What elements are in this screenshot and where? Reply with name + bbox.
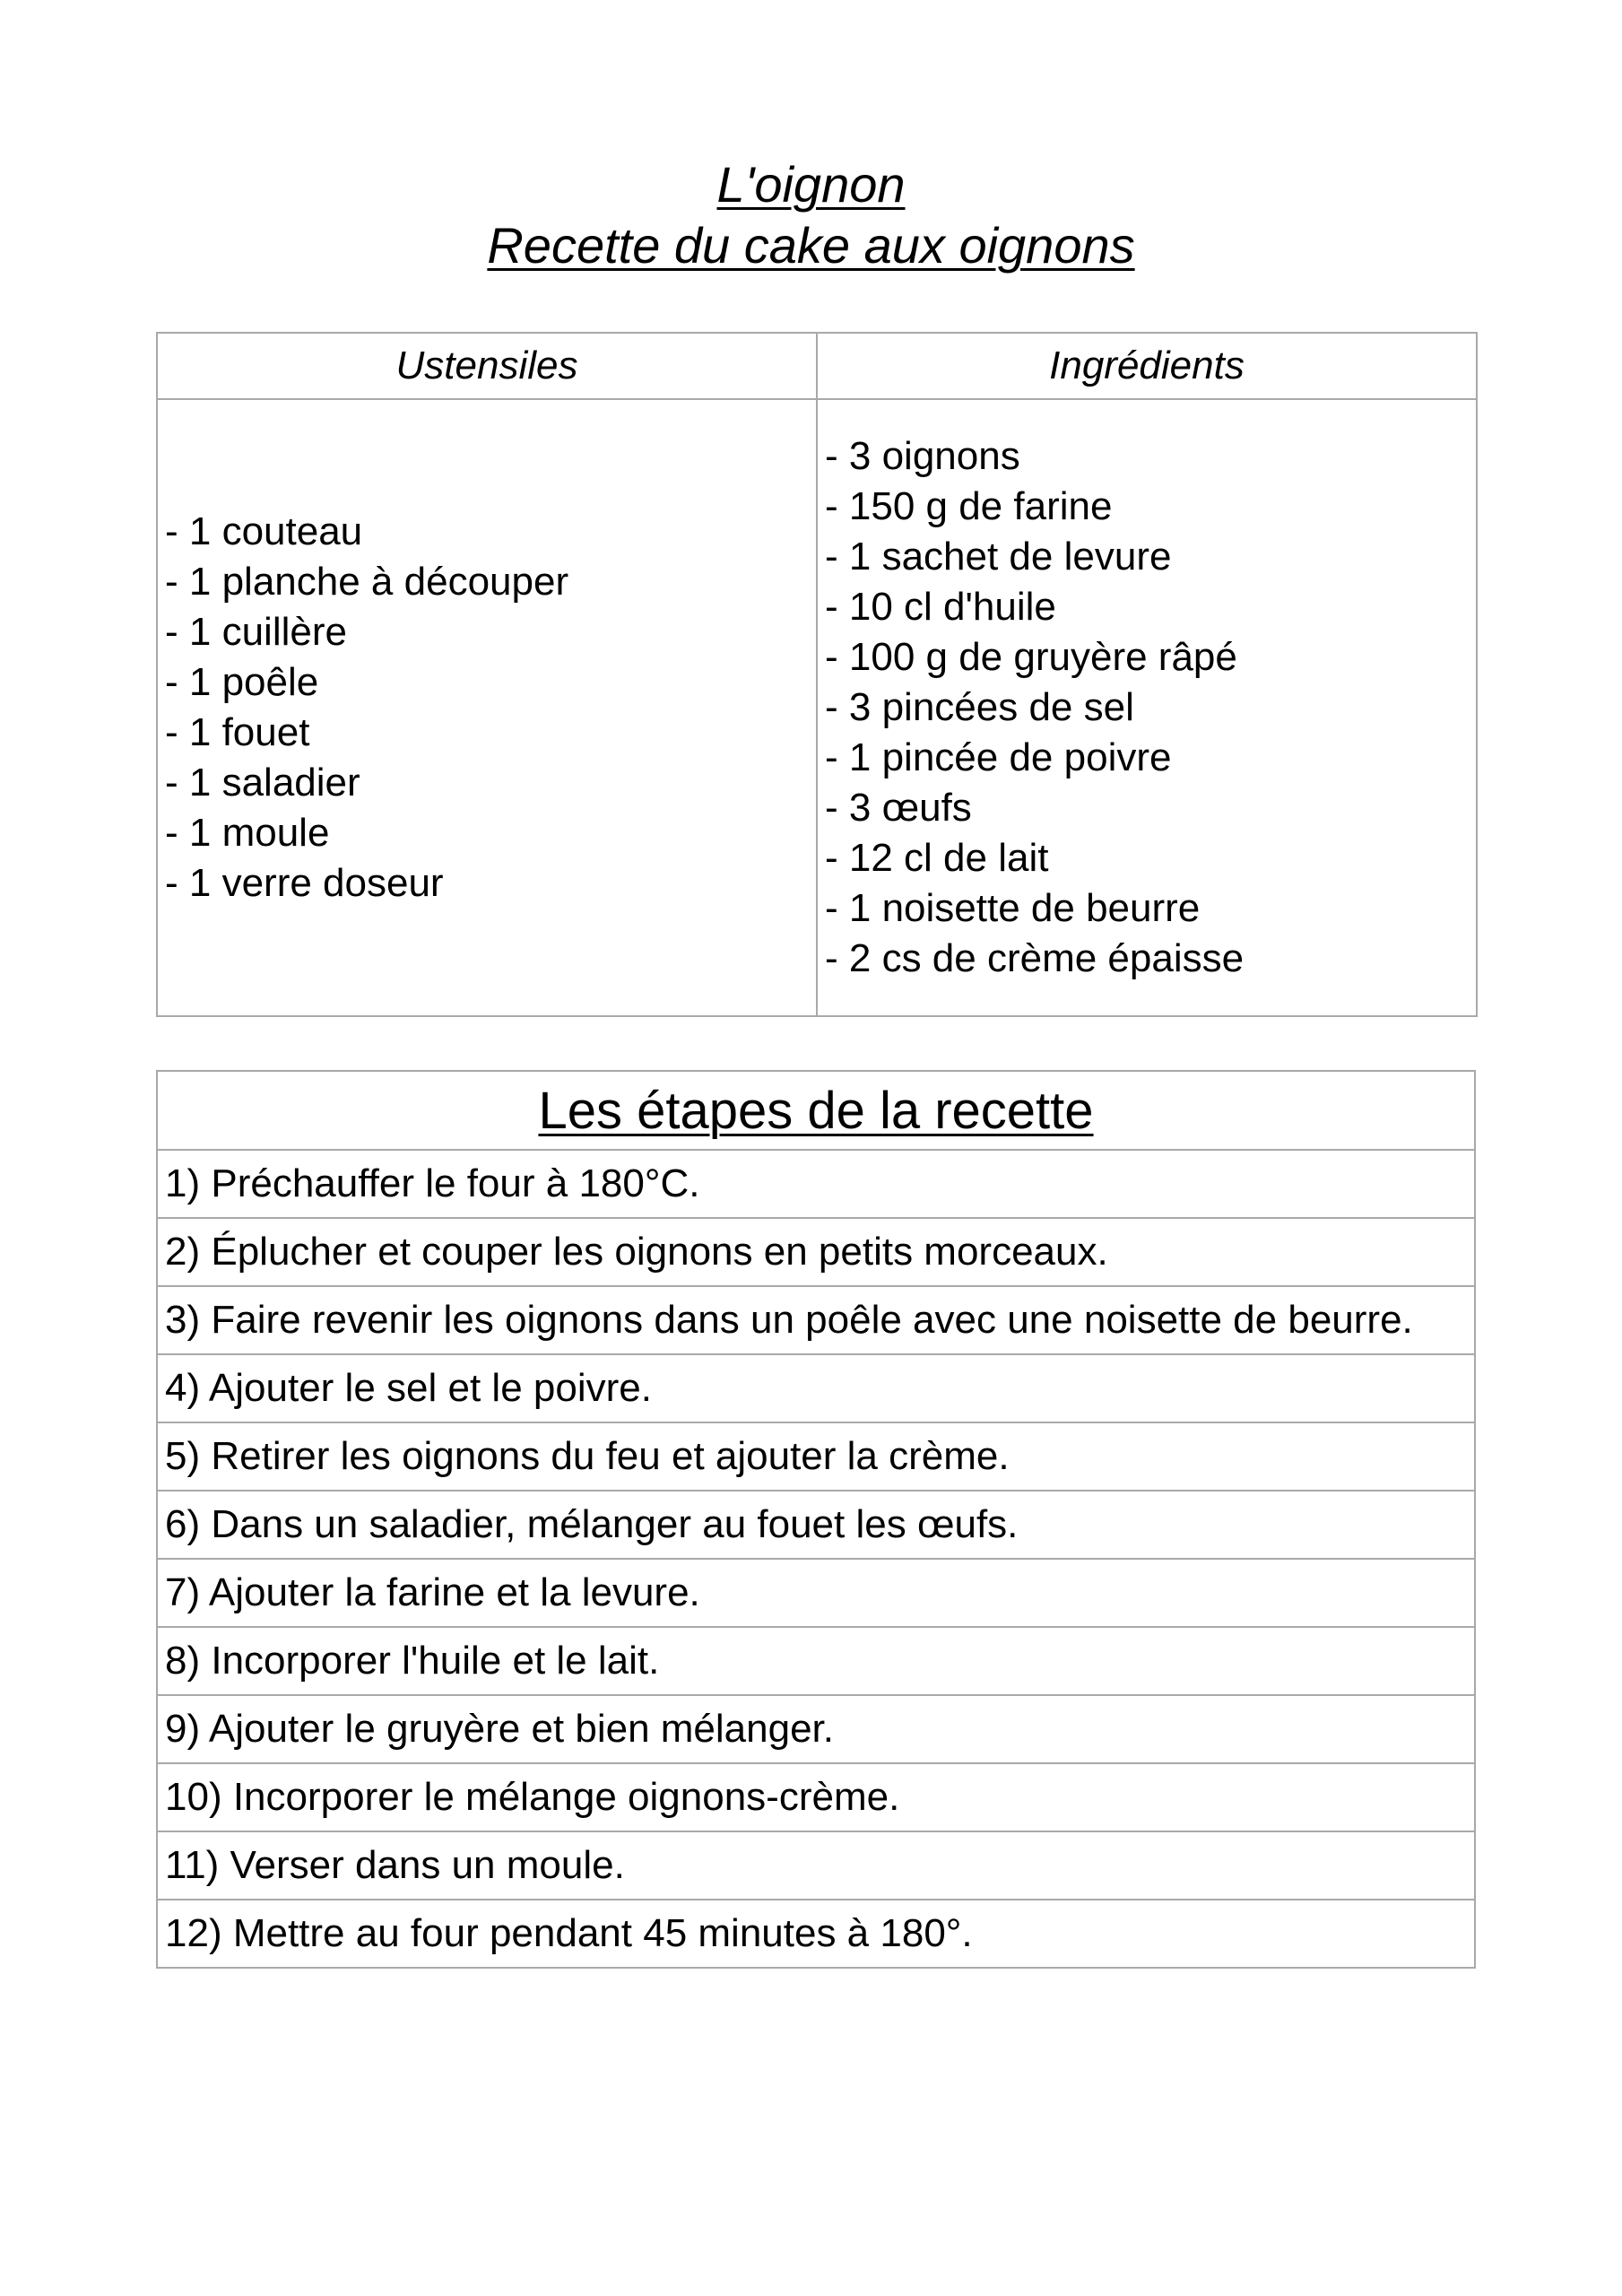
utensils-header: Ustensiles [157, 333, 817, 399]
step-row: 8) Incorporer l'huile et le lait. [157, 1627, 1475, 1695]
ingredient-item: - 10 cl d'huile [825, 585, 1056, 629]
ingredients-cell [817, 399, 1477, 1016]
recipe-steps-table [156, 1070, 1476, 1969]
ingredient-item: - 150 g de farine [825, 484, 1113, 528]
utensil-item: - 1 poêle [165, 660, 319, 704]
step-row: 9) Ajouter le gruyère et bien mélanger. [157, 1695, 1475, 1763]
ingredient-item: - 12 cl de lait [825, 836, 1049, 880]
title-recipe-name: Recette du cake aux oignons [487, 217, 1135, 274]
ingredient-item: - 3 œufs [825, 786, 972, 830]
step-row: 2) Éplucher et couper les oignons en petits morceaux. [157, 1218, 1475, 1286]
utensil-item: - 1 fouet [165, 710, 310, 754]
utensil-item: - 1 planche à découper [165, 560, 569, 604]
step-row: 4) Ajouter le sel et le poivre. [157, 1354, 1475, 1422]
page-title [0, 154, 1622, 276]
step-row: 5) Retirer les oignons du feu et ajouter la crème. [157, 1422, 1475, 1491]
ingredient-item: - 100 g de gruyère râpé [825, 635, 1237, 679]
ingredient-item: - 1 sachet de levure [825, 535, 1172, 578]
utensils-ingredients-table [156, 332, 1478, 1017]
utensil-item: - 1 saladier [165, 761, 360, 804]
ingredient-item: - 3 oignons [825, 434, 1020, 478]
utensil-item: - 1 couteau [165, 509, 363, 553]
step-row: 7) Ajouter la farine et la levure. [157, 1559, 1475, 1627]
ingredient-item: - 3 pincées de sel [825, 685, 1134, 729]
ingredients-header: Ingrédients [817, 333, 1477, 399]
step-row: 1) Préchauffer le four à 180°C. [157, 1150, 1475, 1218]
step-row: 10) Incorporer le mélange oignons-crème. [157, 1763, 1475, 1831]
utensil-item: - 1 verre doseur [165, 861, 444, 905]
steps-header-text: Les étapes de la recette [538, 1081, 1094, 1140]
step-row: 11) Verser dans un moule. [157, 1831, 1475, 1900]
step-row: 12) Mettre au four pendant 45 minutes à 180°. [157, 1900, 1475, 1968]
utensils-cell [157, 399, 817, 1016]
utensil-item: - 1 cuillère [165, 610, 347, 654]
step-row: 3) Faire revenir les oignons dans un poêle avec une noisette de beurre. [157, 1286, 1475, 1354]
utensils-list [165, 507, 816, 909]
ingredient-item: - 1 pincée de poivre [825, 735, 1172, 779]
steps-header [157, 1071, 1475, 1150]
ingredient-item: - 2 cs de crème épaisse [825, 936, 1245, 980]
utensil-item: - 1 moule [165, 811, 330, 855]
title-subject: L'oignon [716, 156, 906, 213]
ingredients-list [825, 431, 1476, 984]
step-row: 6) Dans un saladier, mélanger au fouet les œufs. [157, 1491, 1475, 1559]
ingredient-item: - 1 noisette de beurre [825, 886, 1201, 930]
